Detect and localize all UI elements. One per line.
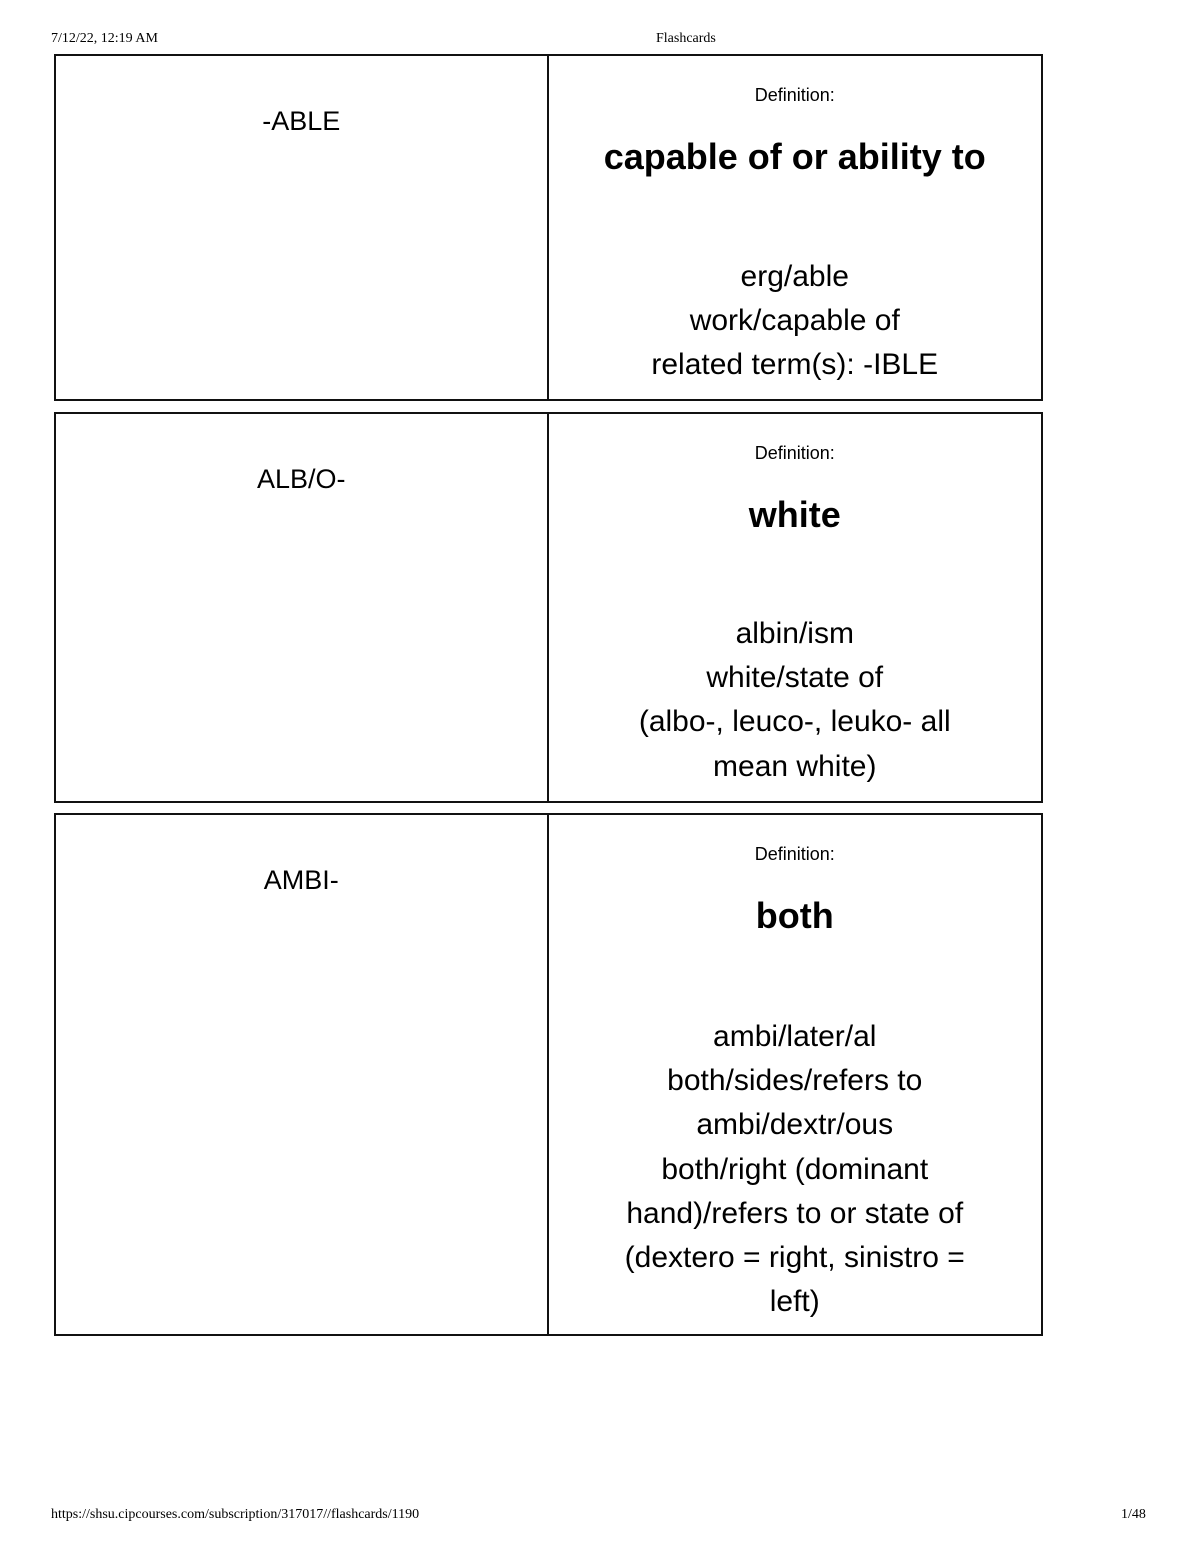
flashcard-front bbox=[56, 414, 549, 801]
note-line: hand)/refers to or state of bbox=[626, 1196, 964, 1230]
note-line: work/capable of bbox=[689, 304, 900, 338]
flashcard-front bbox=[56, 56, 549, 399]
flashcard-term: -ABLE bbox=[262, 106, 341, 136]
definition-text: both bbox=[755, 895, 834, 936]
note-line: albin/ism bbox=[735, 617, 854, 650]
definition-label: Definition: bbox=[754, 85, 835, 105]
flashcard bbox=[54, 54, 1043, 401]
definition-text: white bbox=[748, 494, 841, 535]
definition-notes bbox=[569, 612, 1022, 789]
note-line: mean white) bbox=[713, 749, 877, 783]
note-line: (dextero = right, sinistro = bbox=[624, 1241, 965, 1275]
note-line: (albo-, leuco-, leuko- all bbox=[638, 705, 951, 739]
flashcard-back bbox=[549, 815, 1042, 1334]
flashcard-term: AMBI- bbox=[263, 865, 339, 895]
note-line: ambi/later/al bbox=[713, 1020, 877, 1053]
flashcard-back bbox=[549, 414, 1042, 801]
flashcard-term: ALB/O- bbox=[256, 464, 346, 494]
definition-notes bbox=[569, 1015, 1022, 1324]
note-line: both/right (dominant bbox=[661, 1152, 929, 1186]
flashcard bbox=[54, 412, 1043, 803]
definition-label: Definition: bbox=[754, 443, 835, 463]
flashcard-front bbox=[56, 815, 549, 1334]
page-number: 1/48 bbox=[1121, 1507, 1146, 1522]
note-line: erg/able bbox=[740, 260, 849, 293]
definition-label: Definition: bbox=[754, 844, 835, 864]
note-line: white/state of bbox=[706, 661, 884, 695]
note-line: related term(s): -IBLE bbox=[651, 348, 939, 382]
note-line: both/sides/refers to bbox=[667, 1064, 923, 1098]
definition-notes bbox=[569, 255, 1022, 388]
flashcard-back bbox=[549, 56, 1042, 399]
print-date: 7/12/22, 12:19 AM bbox=[51, 31, 158, 46]
flashcard bbox=[54, 813, 1043, 1336]
note-line: ambi/dextr/ous bbox=[696, 1108, 894, 1142]
definition-text: capable of or ability to bbox=[603, 136, 986, 177]
source-url: https://shsu.cipcourses.com/subscription/317017//flashcards/1190 bbox=[51, 1507, 420, 1522]
note-line: left) bbox=[769, 1285, 820, 1319]
page-title: Flashcards bbox=[656, 31, 716, 46]
